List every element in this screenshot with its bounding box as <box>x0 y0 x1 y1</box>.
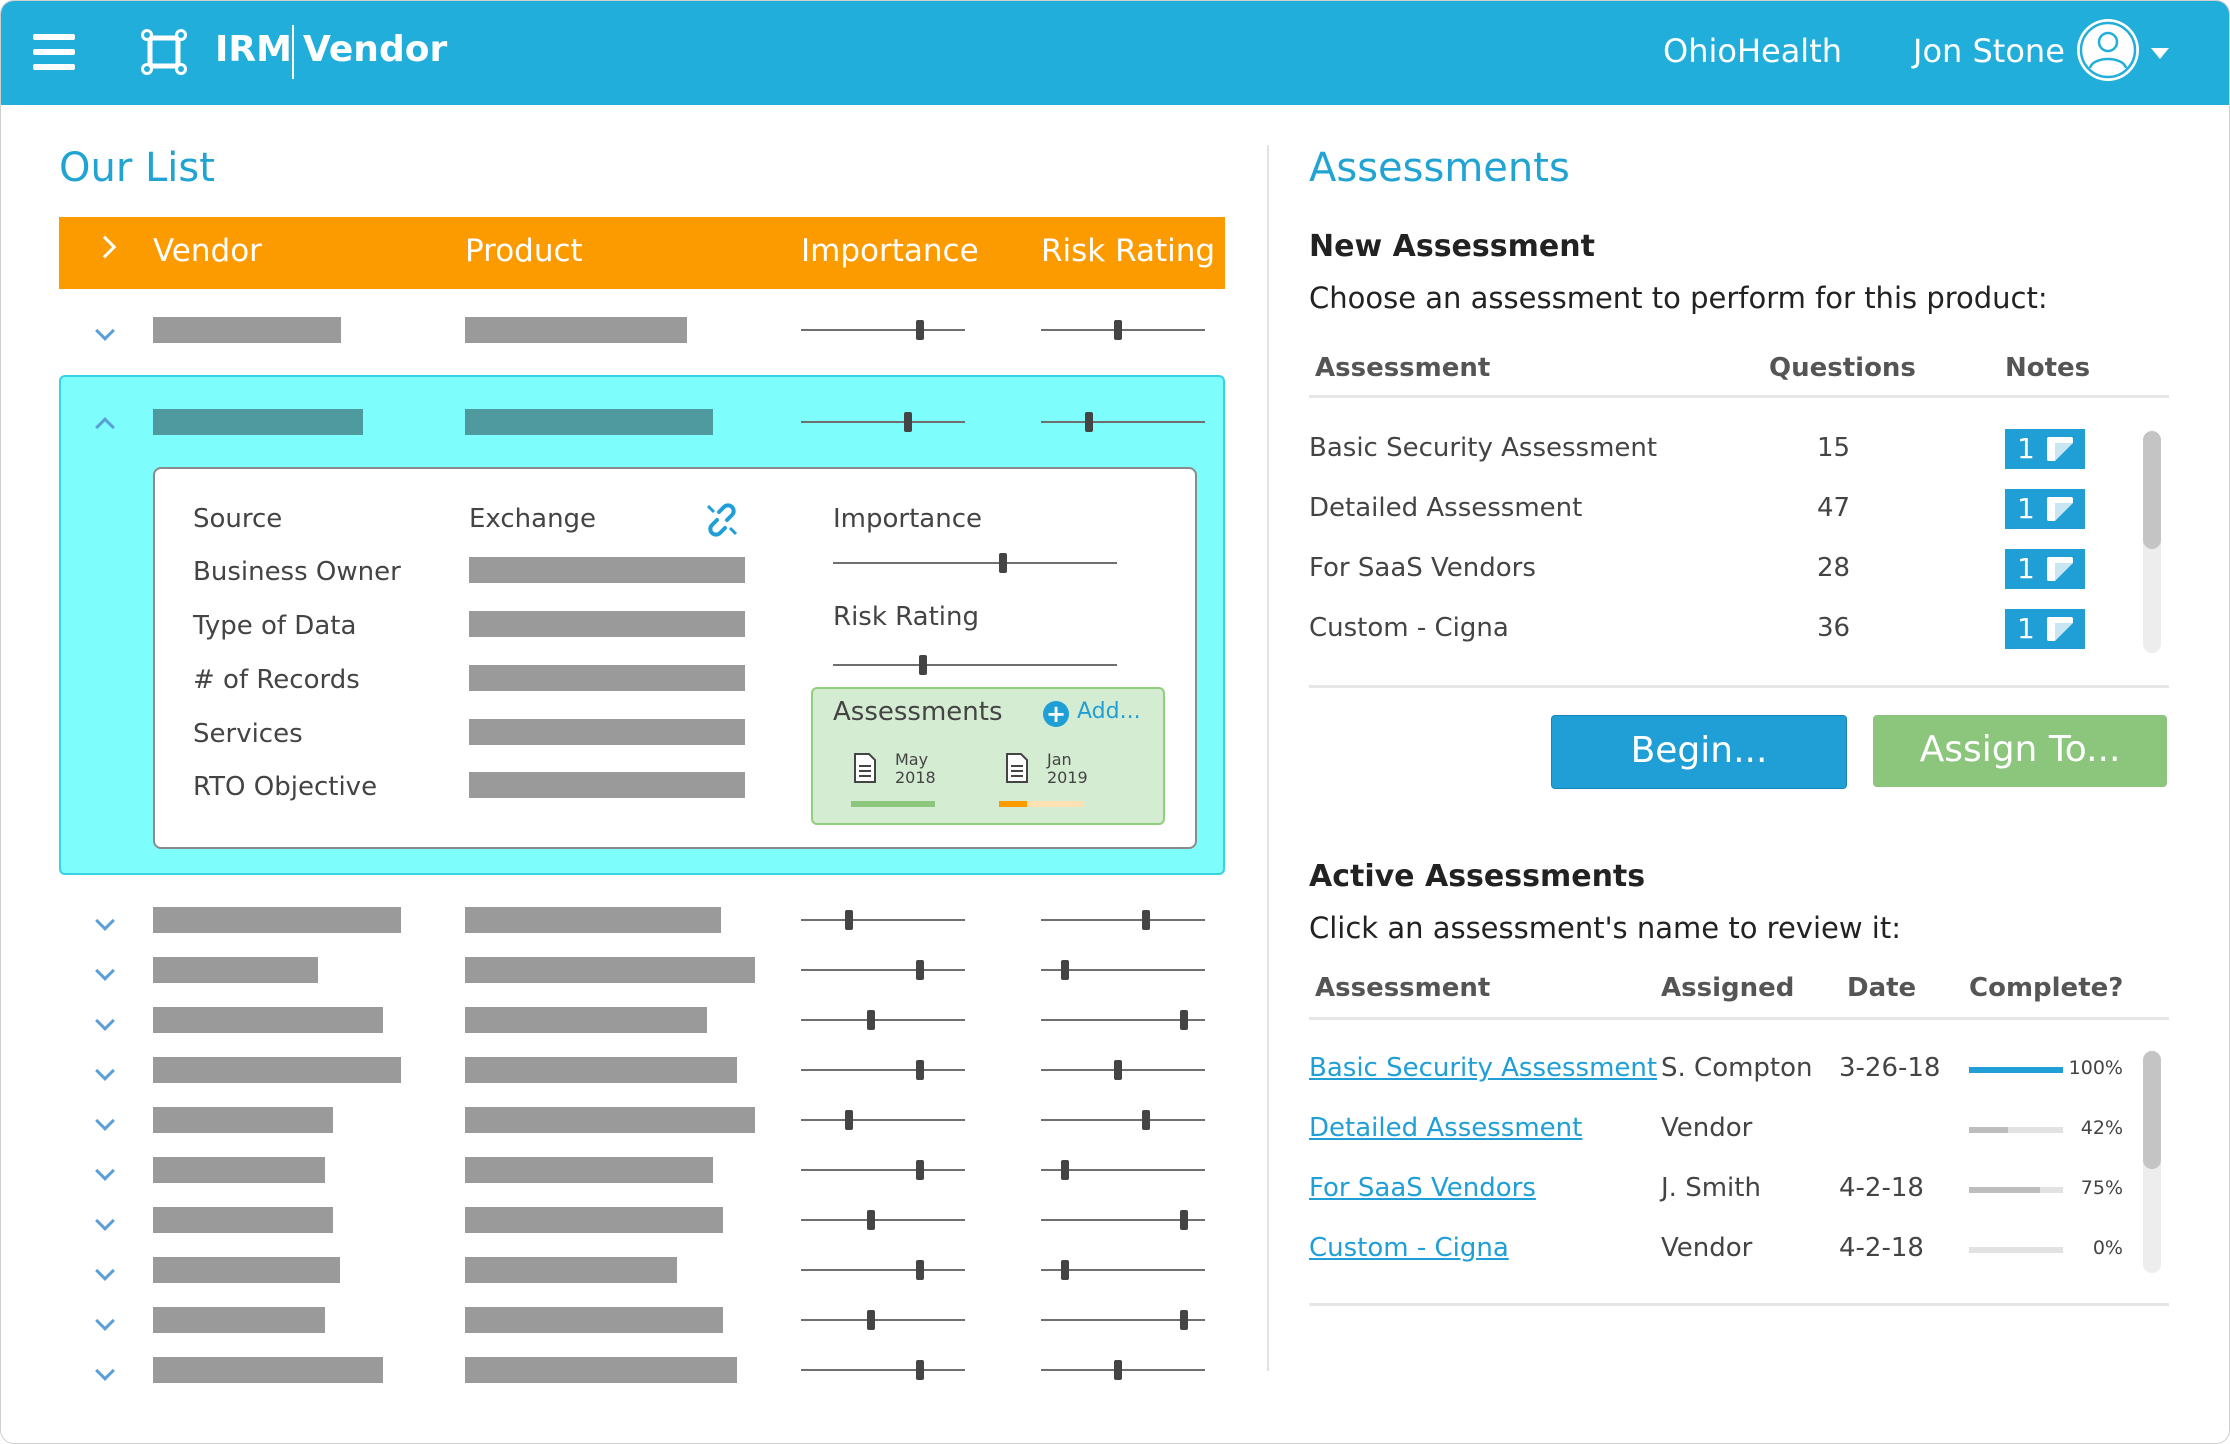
rto-value <box>469 772 745 798</box>
new-footer-rule <box>1309 685 2169 688</box>
risk-slider-track <box>1041 1119 1205 1121</box>
risk-slider[interactable] <box>1142 910 1150 930</box>
active-assessments-instruction: Click an assessment's name to review it: <box>1309 911 1901 945</box>
detail-label-records: # of Records <box>193 665 360 695</box>
note-icon <box>2047 617 2073 641</box>
vendor-name-placeholder[interactable] <box>153 409 363 435</box>
risk-slider[interactable] <box>1061 960 1069 980</box>
new-row-questions: 36 <box>1817 613 1851 643</box>
active-assigned: Vendor <box>1661 1113 1753 1143</box>
detail-importance-track <box>833 562 1117 564</box>
active-col-assigned: Assigned <box>1661 973 1795 1003</box>
our-list-title: Our List <box>59 145 215 191</box>
risk-slider[interactable] <box>1061 1160 1069 1180</box>
detail-risk-label: Risk Rating <box>833 602 979 632</box>
importance-slider[interactable] <box>916 1360 924 1380</box>
active-header-rule <box>1309 1017 2169 1020</box>
active-date: 3-26-18 <box>1839 1053 1941 1083</box>
column-product[interactable]: Product <box>465 233 583 269</box>
expand-row-icon[interactable] <box>95 911 115 931</box>
add-assessment-link[interactable]: Add... <box>1077 699 1141 724</box>
active-assessment-link[interactable]: Basic Security Assessment <box>1309 1053 1658 1083</box>
expand-row-icon[interactable] <box>95 1161 115 1181</box>
expand-row-icon[interactable] <box>95 1311 115 1331</box>
expand-row-icon[interactable] <box>95 961 115 981</box>
importance-slider-track <box>801 1319 965 1321</box>
vendor-name-placeholder[interactable] <box>153 1207 333 1233</box>
risk-slider-track <box>1041 329 1205 331</box>
product-name-placeholder[interactable] <box>465 907 721 933</box>
active-col-assessment: Assessment <box>1315 973 1491 1003</box>
new-row-name[interactable]: Basic Security Assessment <box>1309 433 1658 463</box>
begin-button[interactable]: Begin... <box>1551 715 1847 789</box>
active-assessment-link[interactable]: Custom - Cigna <box>1309 1233 1509 1263</box>
risk-slider[interactable] <box>1114 1060 1122 1080</box>
new-row-name[interactable]: For SaaS Vendors <box>1309 553 1536 583</box>
completion-progress <box>1969 1067 2063 1073</box>
risk-slider[interactable] <box>1180 1210 1188 1230</box>
completion-percent: 75% <box>2080 1177 2123 1199</box>
new-col-questions: Questions <box>1769 353 1916 383</box>
detail-label-type-of-data: Type of Data <box>193 611 357 641</box>
importance-slider[interactable] <box>916 960 924 980</box>
importance-slider-track <box>801 969 965 971</box>
risk-slider[interactable] <box>1180 1010 1188 1030</box>
detail-importance-slider[interactable] <box>999 553 1007 573</box>
new-assessment-scrollbar[interactable] <box>2143 431 2161 653</box>
history-1-date: May 2018 <box>895 750 936 787</box>
note-icon <box>2047 497 2073 521</box>
importance-slider-track <box>801 421 965 423</box>
detail-risk-slider[interactable] <box>919 655 927 675</box>
detail-label-business-owner: Business Owner <box>193 557 401 587</box>
risk-slider[interactable] <box>1085 412 1093 432</box>
vendor-name-placeholder[interactable] <box>153 1107 333 1133</box>
expand-row-icon[interactable] <box>95 1061 115 1081</box>
importance-slider[interactable] <box>916 1060 924 1080</box>
importance-slider[interactable] <box>916 1260 924 1280</box>
notes-button[interactable]: 1 <box>2005 429 2085 469</box>
vendor-name-placeholder[interactable] <box>153 957 318 983</box>
history-2-progress <box>999 801 1083 807</box>
product-name-placeholder[interactable] <box>465 1157 713 1183</box>
new-row-questions: 15 <box>1817 433 1851 463</box>
active-footer-rule <box>1309 1303 2169 1306</box>
vendor-name-placeholder[interactable] <box>153 907 401 933</box>
records-value <box>469 665 745 691</box>
user-name[interactable]: Jon Stone <box>1913 32 2065 70</box>
detail-source-value: Exchange <box>469 504 597 534</box>
risk-slider-track <box>1041 1069 1205 1071</box>
active-assessment-scrollbar[interactable] <box>2143 1051 2161 1273</box>
organization-name[interactable]: OhioHealth <box>1663 32 1843 70</box>
vendor-name-placeholder[interactable] <box>153 1257 340 1283</box>
expand-row-icon[interactable] <box>95 1011 115 1031</box>
product-name-placeholder[interactable] <box>465 317 687 343</box>
product-name-placeholder[interactable] <box>465 1207 723 1233</box>
user-avatar-icon[interactable] <box>2075 17 2141 83</box>
risk-slider[interactable] <box>1114 1360 1122 1380</box>
importance-slider[interactable] <box>845 1110 853 1130</box>
importance-slider[interactable] <box>867 1010 875 1030</box>
note-icon <box>2047 437 2073 461</box>
active-assessment-link[interactable]: Detailed Assessment <box>1309 1113 1583 1143</box>
risk-slider[interactable] <box>1061 1260 1069 1280</box>
importance-slider-track <box>801 1269 965 1271</box>
importance-slider[interactable] <box>867 1310 875 1330</box>
brand-divider <box>292 25 294 79</box>
importance-slider-track <box>801 1369 965 1371</box>
product-name-placeholder[interactable] <box>465 1007 707 1033</box>
note-icon <box>2047 557 2073 581</box>
detail-importance-label: Importance <box>833 504 982 534</box>
active-date: 4-2-18 <box>1839 1173 1924 1203</box>
active-date: 4-2-18 <box>1839 1233 1924 1263</box>
column-importance[interactable]: Importance <box>801 233 979 269</box>
product-name-placeholder[interactable] <box>465 1357 737 1383</box>
product-name-placeholder[interactable] <box>465 1257 677 1283</box>
risk-slider-track <box>1041 1369 1205 1371</box>
importance-slider-track <box>801 329 965 331</box>
importance-slider-track <box>801 1119 965 1121</box>
document-icon[interactable] <box>853 753 877 783</box>
vendor-name-placeholder[interactable] <box>153 1357 383 1383</box>
product-name-placeholder[interactable] <box>465 1307 723 1333</box>
importance-slider[interactable] <box>904 412 912 432</box>
completion-progress <box>1969 1247 2063 1253</box>
completion-percent: 42% <box>2080 1117 2123 1139</box>
logo-icon <box>137 25 191 79</box>
active-assigned: Vendor <box>1661 1233 1753 1263</box>
menu-icon[interactable] <box>33 34 75 70</box>
product-name-placeholder[interactable] <box>465 1057 737 1083</box>
completion-progress <box>1969 1187 2063 1193</box>
completion-percent: 0% <box>2092 1237 2123 1259</box>
active-assigned: S. Compton <box>1661 1053 1813 1083</box>
importance-slider[interactable] <box>916 320 924 340</box>
history-2-date: Jan 2019 <box>1047 750 1088 787</box>
vendor-name-placeholder[interactable] <box>153 1057 401 1083</box>
product-name-placeholder[interactable] <box>465 409 713 435</box>
importance-slider[interactable] <box>867 1210 875 1230</box>
brand-vendor: Vendor <box>303 29 448 70</box>
vendor-name-placeholder[interactable] <box>153 1307 325 1333</box>
importance-slider-track <box>801 1169 965 1171</box>
business-owner-value <box>469 557 745 583</box>
column-risk-rating[interactable]: Risk Rating <box>1041 233 1216 269</box>
document-icon[interactable] <box>1005 753 1029 783</box>
add-icon[interactable]: + <box>1043 701 1069 727</box>
active-assigned: J. Smith <box>1661 1173 1761 1203</box>
new-col-assessment: Assessment <box>1315 353 1491 383</box>
new-col-notes: Notes <box>2005 353 2091 383</box>
risk-slider-track <box>1041 919 1205 921</box>
active-assessment-link[interactable]: For SaaS Vendors <box>1309 1173 1536 1203</box>
importance-slider-track <box>801 1069 965 1071</box>
assessments-title: Assessments <box>1309 145 1570 191</box>
risk-slider-track <box>1041 421 1205 423</box>
panel-divider <box>1267 145 1269 1371</box>
importance-slider-track <box>801 1219 965 1221</box>
detail-label-source: Source <box>193 504 283 534</box>
expand-all-icon[interactable] <box>94 236 117 259</box>
expand-row-icon[interactable] <box>95 321 115 341</box>
active-col-date: Date <box>1847 973 1917 1003</box>
completion-percent: 100% <box>2068 1057 2123 1079</box>
link-icon[interactable] <box>705 503 739 537</box>
vendor-table-header <box>59 217 1225 289</box>
detail-label-services: Services <box>193 719 303 749</box>
vendor-name-placeholder[interactable] <box>153 1007 383 1033</box>
new-assessment-instruction: Choose an assessment to perform for this product: <box>1309 281 2048 315</box>
risk-slider[interactable] <box>1142 1110 1150 1130</box>
column-vendor[interactable]: Vendor <box>153 233 262 269</box>
risk-slider[interactable] <box>1180 1310 1188 1330</box>
new-row-name[interactable]: Detailed Assessment <box>1309 493 1583 523</box>
notes-button[interactable]: 1 <box>2005 609 2085 649</box>
new-row-name[interactable]: Custom - Cigna <box>1309 613 1509 643</box>
brand-irm: IRM <box>215 29 292 70</box>
active-assessments-heading: Active Assessments <box>1309 859 1646 894</box>
expand-row-icon[interactable] <box>95 1111 115 1131</box>
new-row-questions: 28 <box>1817 553 1851 583</box>
vendor-name-placeholder[interactable] <box>153 1157 325 1183</box>
completion-progress <box>1969 1127 2063 1133</box>
expand-row-icon[interactable] <box>95 1361 115 1381</box>
detail-risk-track <box>833 664 1117 666</box>
history-1-progress <box>851 801 935 807</box>
expand-row-icon[interactable] <box>95 1211 115 1231</box>
new-header-rule <box>1309 395 2169 398</box>
notes-button[interactable]: 1 <box>2005 549 2085 589</box>
importance-slider-track <box>801 919 965 921</box>
importance-slider[interactable] <box>845 910 853 930</box>
product-name-placeholder[interactable] <box>465 1107 755 1133</box>
top-bar <box>1 1 2230 105</box>
product-name-placeholder[interactable] <box>465 957 755 983</box>
active-col-complete: Complete? <box>1969 973 2124 1003</box>
expand-row-icon[interactable] <box>95 1261 115 1281</box>
assign-to-button[interactable]: Assign To... <box>1873 715 2167 787</box>
detail-label-rto: RTO Objective <box>193 772 378 802</box>
assessment-history-label: Assessments <box>833 697 1003 727</box>
chevron-down-icon[interactable] <box>2151 48 2169 59</box>
type-of-data-value <box>469 611 745 637</box>
new-row-questions: 47 <box>1817 493 1851 523</box>
new-assessment-heading: New Assessment <box>1309 229 1595 264</box>
importance-slider-track <box>801 1019 965 1021</box>
services-value <box>469 719 745 745</box>
risk-slider[interactable] <box>1114 320 1122 340</box>
importance-slider[interactable] <box>916 1160 924 1180</box>
notes-button[interactable]: 1 <box>2005 489 2085 529</box>
vendor-name-placeholder[interactable] <box>153 317 341 343</box>
